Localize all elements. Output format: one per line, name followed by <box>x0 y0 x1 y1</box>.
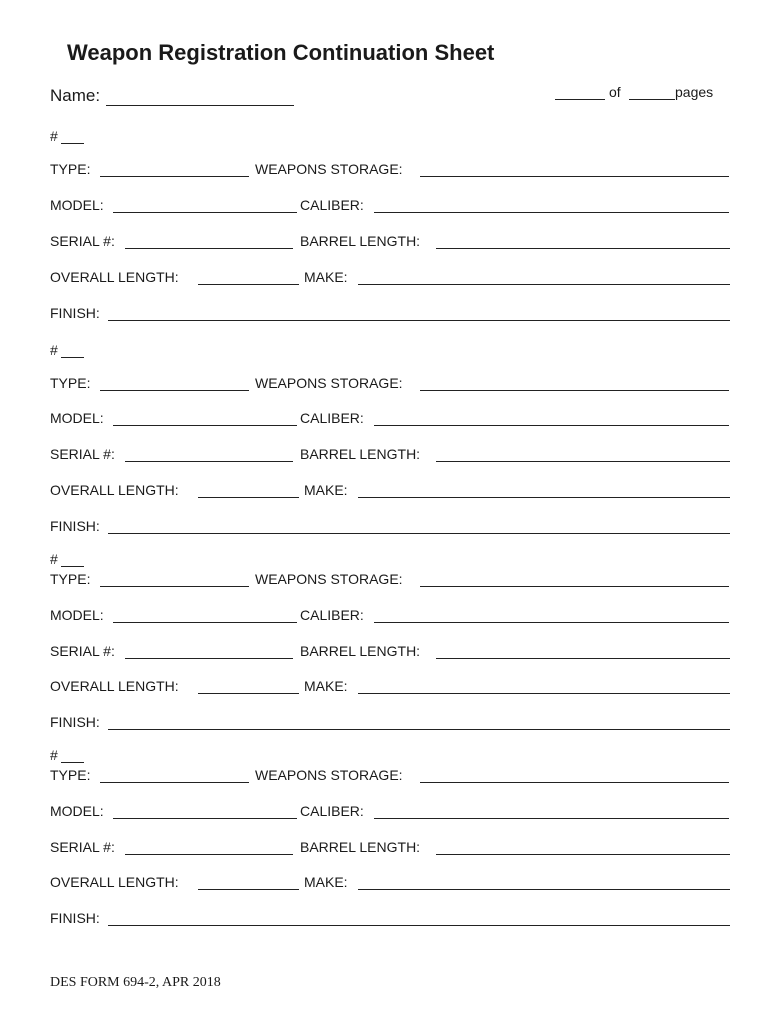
make-field[interactable] <box>358 284 730 285</box>
caliber-label: CALIBER: <box>300 410 364 426</box>
serial-field[interactable] <box>125 248 293 249</box>
model-field[interactable] <box>113 622 297 623</box>
model-field[interactable] <box>113 425 297 426</box>
pages-label: pages <box>675 84 714 100</box>
overall-length-label: OVERALL LENGTH: <box>50 678 179 694</box>
serial-field[interactable] <box>125 461 293 462</box>
make-label: MAKE: <box>304 874 348 890</box>
type-field[interactable] <box>100 176 249 177</box>
finish-field[interactable] <box>108 729 730 730</box>
finish-label: FINISH: <box>50 518 100 534</box>
overall-length-field[interactable] <box>198 693 299 694</box>
weapons-storage-label: WEAPONS STORAGE: <box>255 571 403 587</box>
weapons-storage-label: WEAPONS STORAGE: <box>255 375 403 391</box>
make-label: MAKE: <box>304 678 348 694</box>
weapons-storage-field[interactable] <box>420 390 729 391</box>
weapons-storage-label: WEAPONS STORAGE: <box>255 767 403 783</box>
entry-number-field[interactable] <box>61 762 84 763</box>
finish-field[interactable] <box>108 925 730 926</box>
serial-label: SERIAL #: <box>50 446 115 462</box>
model-label: MODEL: <box>50 803 104 819</box>
type-label: TYPE: <box>50 571 91 587</box>
barrel-length-field[interactable] <box>436 248 730 249</box>
overall-length-label: OVERALL LENGTH: <box>50 269 179 285</box>
total-pages-field[interactable] <box>629 99 675 100</box>
make-field[interactable] <box>358 497 730 498</box>
form-footer: DES FORM 694-2, APR 2018 <box>50 975 221 990</box>
weapons-storage-field[interactable] <box>420 586 729 587</box>
form-title: Weapon Registration Continuation Sheet <box>67 40 495 65</box>
serial-label: SERIAL #: <box>50 233 115 249</box>
serial-label: SERIAL #: <box>50 643 115 659</box>
entry-number-label: # <box>50 342 58 358</box>
entry-number-label: # <box>50 128 58 144</box>
serial-field[interactable] <box>125 854 293 855</box>
finish-label: FINISH: <box>50 910 100 926</box>
weapons-storage-field[interactable] <box>420 176 729 177</box>
overall-length-field[interactable] <box>198 497 299 498</box>
model-label: MODEL: <box>50 410 104 426</box>
weapons-storage-field[interactable] <box>420 782 729 783</box>
make-field[interactable] <box>358 889 730 890</box>
barrel-length-label: BARREL LENGTH: <box>300 643 421 659</box>
type-field[interactable] <box>100 586 249 587</box>
weapons-storage-label: WEAPONS STORAGE: <box>255 161 403 177</box>
type-label: TYPE: <box>50 767 91 783</box>
of-label: of <box>609 84 621 100</box>
barrel-length-label: BARREL LENGTH: <box>300 446 421 462</box>
entry-number-field[interactable] <box>61 566 84 567</box>
finish-label: FINISH: <box>50 714 100 730</box>
name-field[interactable] <box>106 105 294 106</box>
finish-field[interactable] <box>108 533 730 534</box>
make-field[interactable] <box>358 693 730 694</box>
model-field[interactable] <box>113 818 297 819</box>
barrel-length-field[interactable] <box>436 461 730 462</box>
model-label: MODEL: <box>50 607 104 623</box>
type-label: TYPE: <box>50 375 91 391</box>
caliber-label: CALIBER: <box>300 197 364 213</box>
caliber-field[interactable] <box>374 818 729 819</box>
caliber-field[interactable] <box>374 622 729 623</box>
serial-label: SERIAL #: <box>50 839 115 855</box>
overall-length-field[interactable] <box>198 284 299 285</box>
overall-length-label: OVERALL LENGTH: <box>50 874 179 890</box>
model-label: MODEL: <box>50 197 104 213</box>
finish-field[interactable] <box>108 320 730 321</box>
serial-field[interactable] <box>125 658 293 659</box>
make-label: MAKE: <box>304 482 348 498</box>
model-field[interactable] <box>113 212 297 213</box>
page-number-field[interactable] <box>555 99 605 100</box>
finish-label: FINISH: <box>50 305 100 321</box>
name-label: Name: <box>50 86 101 105</box>
entry-number-label: # <box>50 747 58 763</box>
overall-length-field[interactable] <box>198 889 299 890</box>
barrel-length-label: BARREL LENGTH: <box>300 839 421 855</box>
caliber-label: CALIBER: <box>300 803 364 819</box>
entry-number-field[interactable] <box>61 357 84 358</box>
overall-length-label: OVERALL LENGTH: <box>50 482 179 498</box>
caliber-field[interactable] <box>374 425 729 426</box>
caliber-label: CALIBER: <box>300 607 364 623</box>
type-field[interactable] <box>100 390 249 391</box>
entry-number-field[interactable] <box>61 143 84 144</box>
make-label: MAKE: <box>304 269 348 285</box>
type-field[interactable] <box>100 782 249 783</box>
barrel-length-field[interactable] <box>436 854 730 855</box>
barrel-length-label: BARREL LENGTH: <box>300 233 421 249</box>
entry-number-label: # <box>50 551 58 567</box>
caliber-field[interactable] <box>374 212 729 213</box>
barrel-length-field[interactable] <box>436 658 730 659</box>
type-label: TYPE: <box>50 161 91 177</box>
